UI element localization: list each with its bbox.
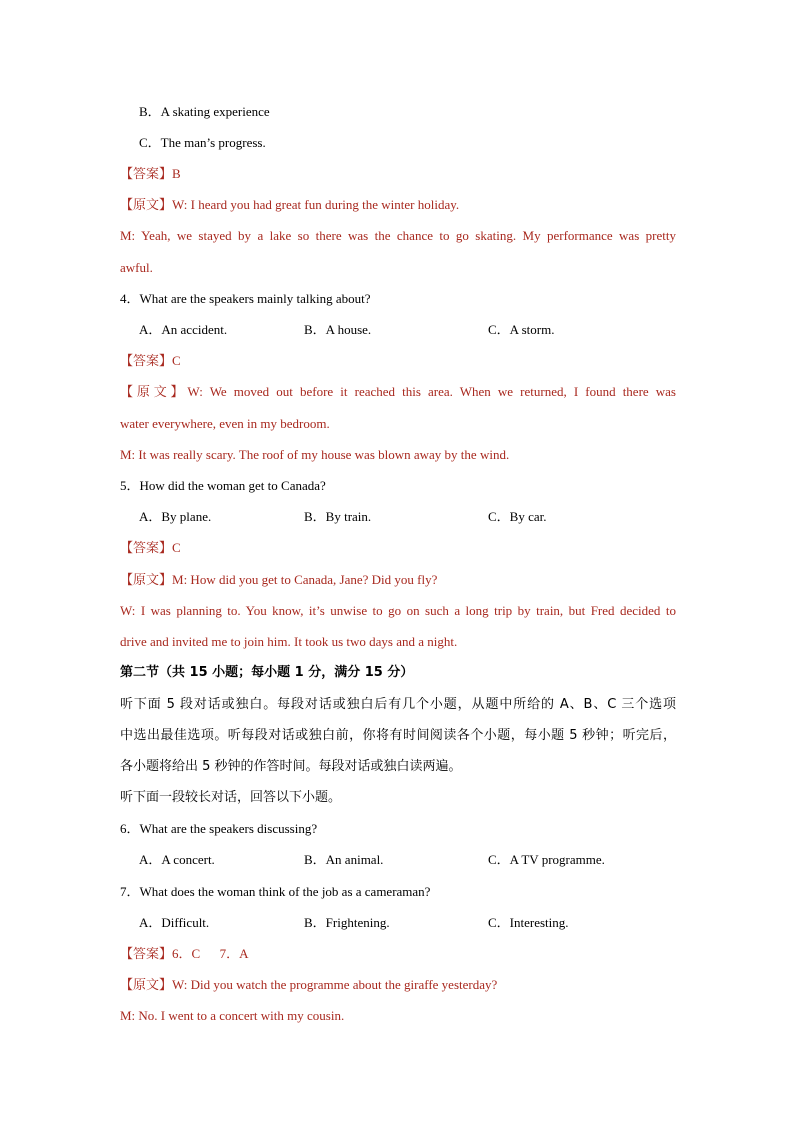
section2-instruction-line-1: 听下面 5 段对话或独白。每段对话或独白后有几个小题，从题中所给的 A、B、C 三个选项 — [120, 697, 676, 712]
q5-script-line-3: drive and invited me to join him. It took us two days and a night. — [120, 634, 458, 649]
q3-answer: 【答案】B — [120, 166, 181, 182]
q67-script-line-1: 【原文】W: Did you watch the programme about the giraffe yesterday? — [120, 977, 498, 993]
q6-question: 6．What are the speakers discussing? — [120, 821, 318, 836]
q6-option-b: B．An animal. — [304, 852, 384, 867]
q5-answer: 【答案】C — [120, 540, 181, 556]
section2-heading: 第二节（共 15 小题；每小题 1 分，满分 15 分） — [120, 665, 414, 680]
q3-option-c: C．The man’s progress. — [139, 135, 266, 150]
q3-option-b: B．A skating experience — [139, 104, 270, 119]
q4-script-line-1: 【原文】W: We moved out before it reached this area. When we returned, I found there was — [120, 384, 676, 400]
section2-sub-instruction: 听下面一段较长对话，回答以下小题。 — [120, 790, 342, 805]
q6-option-a: A．A concert. — [139, 852, 215, 867]
q5-option-a: A．By plane. — [139, 509, 212, 524]
q4-option-b: B．A house. — [304, 322, 372, 337]
q4-option-a: A．An accident. — [139, 322, 228, 337]
q5-option-b: B．By train. — [304, 509, 372, 524]
q4-answer: 【答案】C — [120, 353, 181, 369]
q7-option-a: A．Difficult. — [139, 915, 210, 930]
q5-option-c: C．By car. — [488, 509, 547, 524]
q3-script-line-1: 【原文】W: I heard you had great fun during the winter holiday. — [120, 197, 460, 213]
q67-script-line-2: M: No. I went to a concert with my cousin. — [120, 1008, 345, 1023]
q7-option-b: B．Frightening. — [304, 915, 390, 930]
q5-question: 5．How did the woman get to Canada? — [120, 478, 326, 493]
q4-option-c: C．A storm. — [488, 322, 555, 337]
q4-script-line-2: water everywhere, even in my bedroom. — [120, 416, 330, 431]
section2-instruction-line-2: 中选出最佳选项。听每段对话或独白前，你将有时间阅读各个小题，每小题 5 秒钟；听完后， — [120, 728, 676, 743]
q5-script-line-2: W: I was planning to. You know, it’s unwise to go on such a long trip by train, but Fred decided to — [120, 603, 676, 618]
q4-script-line-3: M: It was really scary. The roof of my house was blown away by the wind. — [120, 447, 510, 462]
q4-question: 4．What are the speakers mainly talking about? — [120, 291, 371, 306]
q3-script-line-2: M: Yeah, we stayed by a lake so there was the chance to go skating. My performance was pretty — [120, 228, 676, 243]
q6-option-c: C．A TV programme. — [488, 852, 605, 867]
q7-option-c: C．Interesting. — [488, 915, 569, 930]
q5-script-line-1: 【原文】M: How did you get to Canada, Jane? Did you fly? — [120, 572, 438, 588]
q67-answer: 【答案】6．C 7．A — [120, 946, 249, 962]
q7-question: 7．What does the woman think of the job as a cameraman? — [120, 884, 431, 899]
q3-script-line-3: awful. — [120, 260, 153, 275]
section2-instruction-line-3: 各小题将给出 5 秒钟的作答时间。每段对话或独白读两遍。 — [120, 759, 462, 774]
